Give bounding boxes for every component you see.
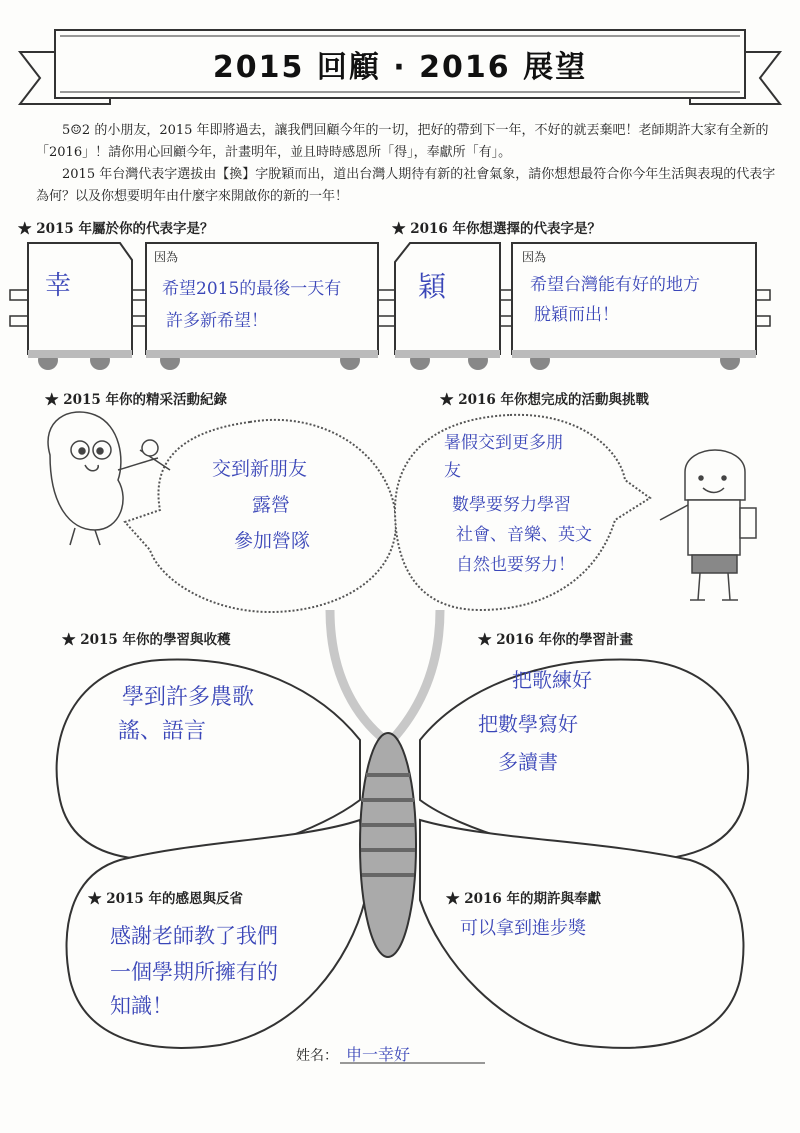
speech-bubbles [125,415,650,612]
name-value: 申一幸好 [346,1045,411,1064]
intro-paragraph: 5☺2 的小朋友，2015 年即將過去，讓我們回顧今年的一切，把好的帶到下一年，不好的就丟棄吧！老師期許大家有全新的「2016」！請你用心回顧今年，計畫明年，並且時時感恩所「得」，奉獻所「有」。 [36,123,769,160]
label-activities-2015: ★ 2015 年你的精采活動紀錄 [45,392,227,408]
butterfly-antennae [330,610,440,740]
because-label-2016: 因為 [522,250,547,264]
train-2015 [10,243,770,370]
challenges-2016-line: 暑假交到更多朋 [444,433,563,453]
gratitude-2015-line: 知識！ [110,994,173,1018]
gratitude-2015-line: 感謝老師教了我們 [110,924,278,948]
learning-2015-line: 謠、語言 [118,719,207,744]
intro-text [36,120,776,208]
label-word-2016: ★ 2016 年你想選擇的代表字是？ [392,221,601,237]
challenges-2016-line: 數學要努力學習 [452,495,571,515]
learning-2015-line: 學到許多農歌 [122,685,255,710]
plan-2016-line: 把歌練好 [512,668,592,692]
activities-2015-line: 交到新朋友 [212,458,308,480]
plan-2016-line: 多讀書 [498,750,558,774]
activities-2015-line: 露營 [252,494,291,516]
challenges-2016-line: 自然也要努力！ [456,555,575,575]
label-learning-2015: ★ 2015 年你的學習與收穫 [62,632,231,648]
word-2016-answer: 穎 [418,270,447,303]
label-expectation-2016: ★ 2016 年的期許與奉獻 [446,891,601,907]
challenges-2016-line: 社會、音樂、英文 [456,525,592,545]
page-title: 2015 回顧 · 2016 展望 [212,50,588,85]
label-gratitude-2015: ★ 2015 年的感恩與反省 [88,891,243,907]
because-answer-2015-line1: 希望2015的最後一天有 [162,279,342,299]
gratitude-2015-line: 一個學期所擁有的 [110,960,278,984]
because-answer-2016-line1: 希望台灣能有好的地方 [530,275,700,295]
because-label-2015: 因為 [154,250,179,264]
intro-paragraph: 2015 年台灣代表字選拔由【換】字脫穎而出，道出台灣人期待有新的社會氣象，請你想想最符合你今年生活與表現的代表字為何？以及你想要明年由什麼字來開啟你的新的一年！ [36,167,776,204]
word-2015-answer: 幸 [45,271,72,301]
plan-2016-line: 把數學寫好 [478,712,578,736]
label-challenges-2016: ★ 2016 年你想完成的活動與挑戰 [440,392,649,408]
expectation-2016-line: 可以拿到進步獎 [460,918,586,939]
activities-2015-line: 參加營隊 [234,530,311,552]
because-answer-2016-line2: 脫穎而出！ [534,305,619,325]
label-word-2015: ★ 2015 年屬於你的代表字是？ [18,221,214,237]
boy-cartoon-illustration [660,450,756,600]
challenges-2016-line: 友 [444,461,461,481]
name-label: 姓名： [296,1048,338,1064]
butterfly-body [360,733,416,957]
label-plan-2016: ★ 2016 年你的學習計畫 [478,632,633,648]
because-answer-2015-line2: 許多新希望！ [166,311,268,331]
